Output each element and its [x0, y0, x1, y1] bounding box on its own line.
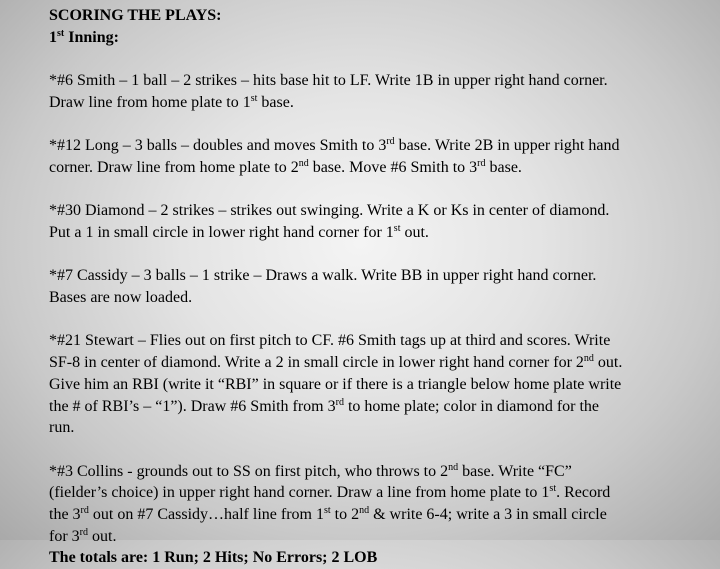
play-text: *#6 Smith – 1 ball – 2 strikes – hits base hit to LF. Write 1B in upper right hand corner.	[49, 72, 608, 90]
paragraph-spacer	[49, 309, 700, 331]
play-line	[49, 526, 700, 548]
paragraph-spacer	[49, 439, 700, 461]
paragraph-spacer	[49, 244, 700, 266]
ordinal-suffix: nd	[359, 505, 370, 517]
play-line	[49, 265, 700, 287]
ordinal-suffix: st	[393, 222, 401, 234]
play-text: for 3	[49, 527, 80, 545]
play-paragraph	[49, 461, 700, 548]
play-paragraph	[49, 330, 700, 439]
play-text: base.	[257, 93, 294, 111]
play-text: *#7 Cassidy – 3 balls – 1 strike – Draws a walk. Write BB in upper right hand corner.	[49, 267, 597, 285]
play-line	[49, 200, 700, 222]
ordinal-suffix: st	[549, 483, 557, 495]
play-text: Bases are now loaded.	[49, 289, 193, 307]
play-paragraph	[49, 200, 700, 243]
play-line	[49, 482, 700, 504]
play-text: out on #7 Cassidy…half line from 1	[88, 506, 324, 524]
play-text: *#12 Long – 3 balls – doubles and moves Smith to 3	[49, 137, 387, 155]
ordinal-suffix: rd	[477, 157, 486, 169]
play-text: the 3	[49, 506, 81, 524]
play-text: base. Move #6 Smith to 3	[308, 158, 478, 176]
inning-heading	[49, 27, 700, 49]
play-text: corner. Draw line from home plate to 2	[49, 158, 299, 176]
ordinal-suffix: st	[323, 505, 331, 517]
play-line	[49, 92, 700, 114]
play-line	[49, 222, 700, 244]
totals-line: The totals are: 1 Run; 2 Hits; No Errors; 2 LOB	[49, 549, 378, 567]
play-text: & write 6-4; write a 3 in small circle	[369, 506, 607, 524]
ordinal-suffix: rd	[335, 396, 344, 408]
play-text: base. Write “FC”	[458, 462, 572, 480]
play-line	[49, 157, 700, 179]
ordinal-suffix: nd	[583, 353, 594, 365]
ordinal-suffix: rd	[79, 526, 88, 538]
play-text: SF-8 in center of diamond. Write a 2 in small circle in lower right hand corner for 2	[49, 354, 584, 372]
slide-title: SCORING THE PLAYS:	[49, 7, 222, 24]
play-text: to home plate; color in diamond for the	[343, 397, 600, 415]
play-text: run.	[49, 419, 75, 437]
ordinal-suffix: rd	[80, 505, 89, 517]
play-text: Give him an RBI (write it “RBI” in square or if there is a triangle below home plate write	[49, 375, 622, 393]
play-line	[49, 374, 700, 396]
play-line	[49, 352, 700, 374]
ordinal-suffix: st	[250, 92, 258, 104]
play-text: (fielder’s choice) in upper right hand corner. Draw a line from home plate to 1	[49, 484, 550, 502]
play-paragraph	[49, 70, 700, 113]
play-text: Put a 1 in small circle in lower right hand corner for 1	[49, 223, 394, 241]
play-text: the # of RBI’s – “1”). Draw #6 Smith from 3	[49, 397, 336, 415]
play-text: out.	[400, 223, 429, 241]
play-line	[49, 461, 700, 483]
play-text: *#30 Diamond – 2 strikes – strikes out swinging. Write a K or Ks in center of diamond.	[49, 202, 610, 220]
play-text: out.	[88, 527, 117, 545]
ordinal-suffix: nd	[448, 461, 459, 473]
play-paragraph	[49, 265, 700, 308]
ordinal-suffix: nd	[298, 157, 309, 169]
play-line	[49, 70, 700, 92]
play-line	[49, 330, 700, 352]
inning-ordinal: st	[57, 27, 65, 39]
play-text: *#3 Collins - grounds out to SS on first pitch, who throws to 2	[49, 462, 449, 480]
play-text: base.	[485, 158, 522, 176]
paragraph-spacer	[49, 48, 700, 70]
ordinal-suffix: rd	[386, 136, 395, 148]
play-text: . Record	[556, 484, 611, 502]
play-line	[49, 396, 700, 418]
play-line	[49, 135, 700, 157]
inning-label: Inning:	[64, 28, 119, 46]
play-line	[49, 287, 700, 309]
play-text: base. Write 2B in upper right hand	[394, 137, 620, 155]
inning-number: 1	[49, 28, 57, 46]
plays-list	[49, 48, 700, 547]
play-line	[49, 417, 700, 439]
play-text: Draw line from home plate to 1	[49, 93, 251, 111]
play-text: to 2	[330, 506, 360, 524]
play-text: out.	[593, 354, 623, 372]
play-paragraph	[49, 135, 700, 178]
paragraph-spacer	[49, 179, 700, 201]
play-text: *#21 Stewart – Flies out on first pitch to CF. #6 Smith tags up at third and scores. Write	[49, 332, 611, 350]
paragraph-spacer	[49, 114, 700, 136]
play-line	[49, 504, 700, 526]
